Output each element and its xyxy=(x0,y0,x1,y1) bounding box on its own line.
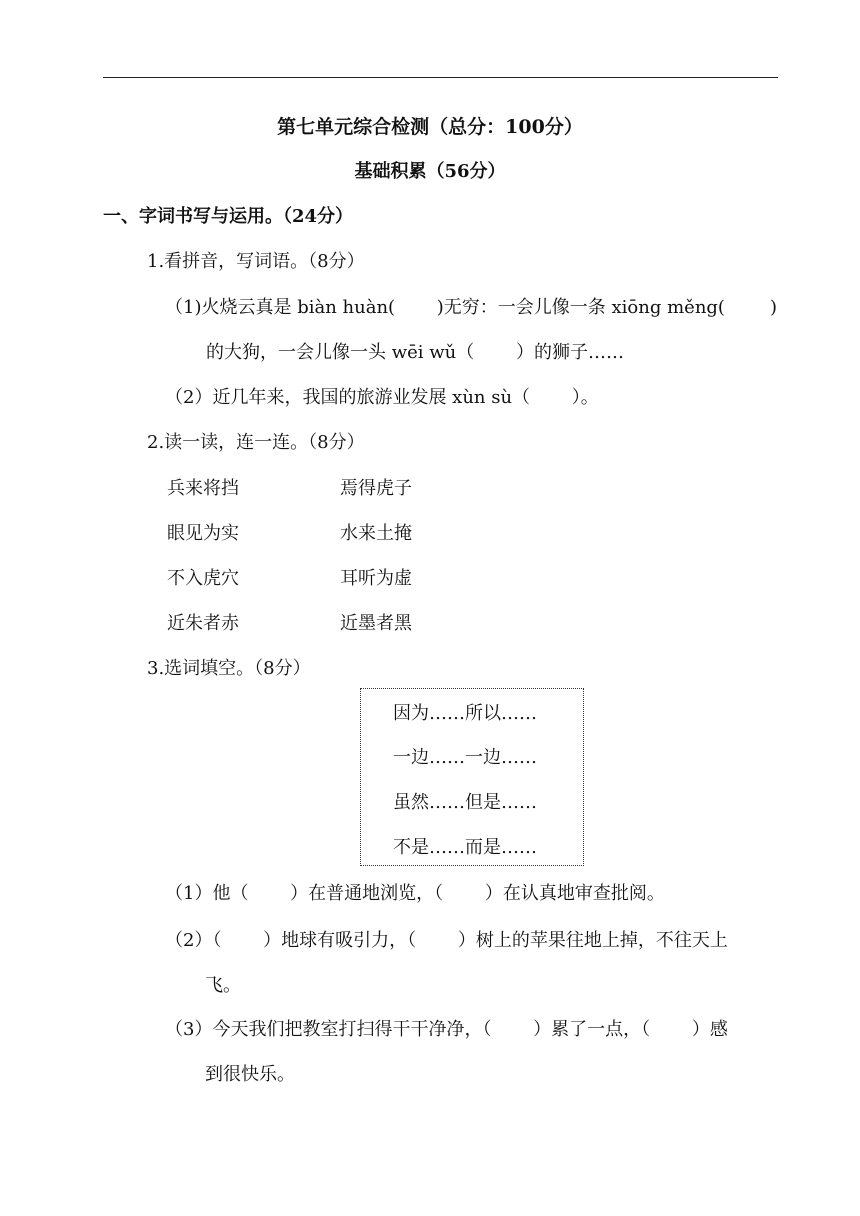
question-1-item-1-line-1-end: ) xyxy=(770,297,778,318)
question-3-title: 3.选词填空。（8分） xyxy=(147,658,311,679)
question-3-item-2-line-2: 飞。 xyxy=(205,975,241,996)
word-option: 一边……一边…… xyxy=(393,747,537,768)
question-3-item-1: （1）他（ ）在普通地浏览，（ ）在认真地审查批阅。 xyxy=(165,883,665,904)
page-title: 第七单元综合检测（总分：100分） xyxy=(277,116,583,138)
match-left-item: 兵来将挡 xyxy=(167,478,239,499)
question-1-item-2: （2）近几年来，我国的旅游业发展 xùn sù（ ）。 xyxy=(165,387,599,408)
match-left-item: 不入虎穴 xyxy=(167,568,239,589)
match-right-item: 焉得虎子 xyxy=(340,478,412,499)
question-1-item-1-line-1: （1)火烧云真是 biàn huàn( )无穷：一会儿像一条 xiōng měng( xyxy=(165,297,725,318)
match-left-item: 近朱者赤 xyxy=(167,613,239,634)
word-option: 虽然……但是…… xyxy=(393,792,537,813)
match-right-item: 耳听为虚 xyxy=(340,568,412,589)
match-left-item: 眼见为实 xyxy=(167,523,239,544)
question-3-item-2-line-1: （2）（ ）地球有吸引力，（ ）树上的苹果往地上掉，不往天上 xyxy=(165,930,728,951)
section-title: 一、字词书写与运用。（24分） xyxy=(103,206,354,227)
match-right-item: 近墨者黑 xyxy=(340,613,412,634)
page-subtitle: 基础积累（56分） xyxy=(354,161,506,182)
question-3-item-3-line-1: （3）今天我们把教室打扫得干干净净，（ ）累了一点，（ ）感 xyxy=(165,1019,728,1040)
question-2-title: 2.读一读，连一连。（8分） xyxy=(147,432,365,453)
question-3-item-3-line-2: 到很快乐。 xyxy=(205,1064,295,1085)
match-right-item: 水来土掩 xyxy=(340,523,412,544)
word-option: 因为……所以…… xyxy=(393,703,537,724)
word-option: 不是……而是…… xyxy=(393,837,537,858)
question-1-item-1-line-2: 的大狗，一会儿像一头 wēi wǔ（ ）的狮子…… xyxy=(206,342,624,363)
header-rule xyxy=(103,77,778,78)
word-options-box xyxy=(360,688,584,866)
question-1-title: 1.看拼音，写词语。（8分） xyxy=(147,251,365,272)
